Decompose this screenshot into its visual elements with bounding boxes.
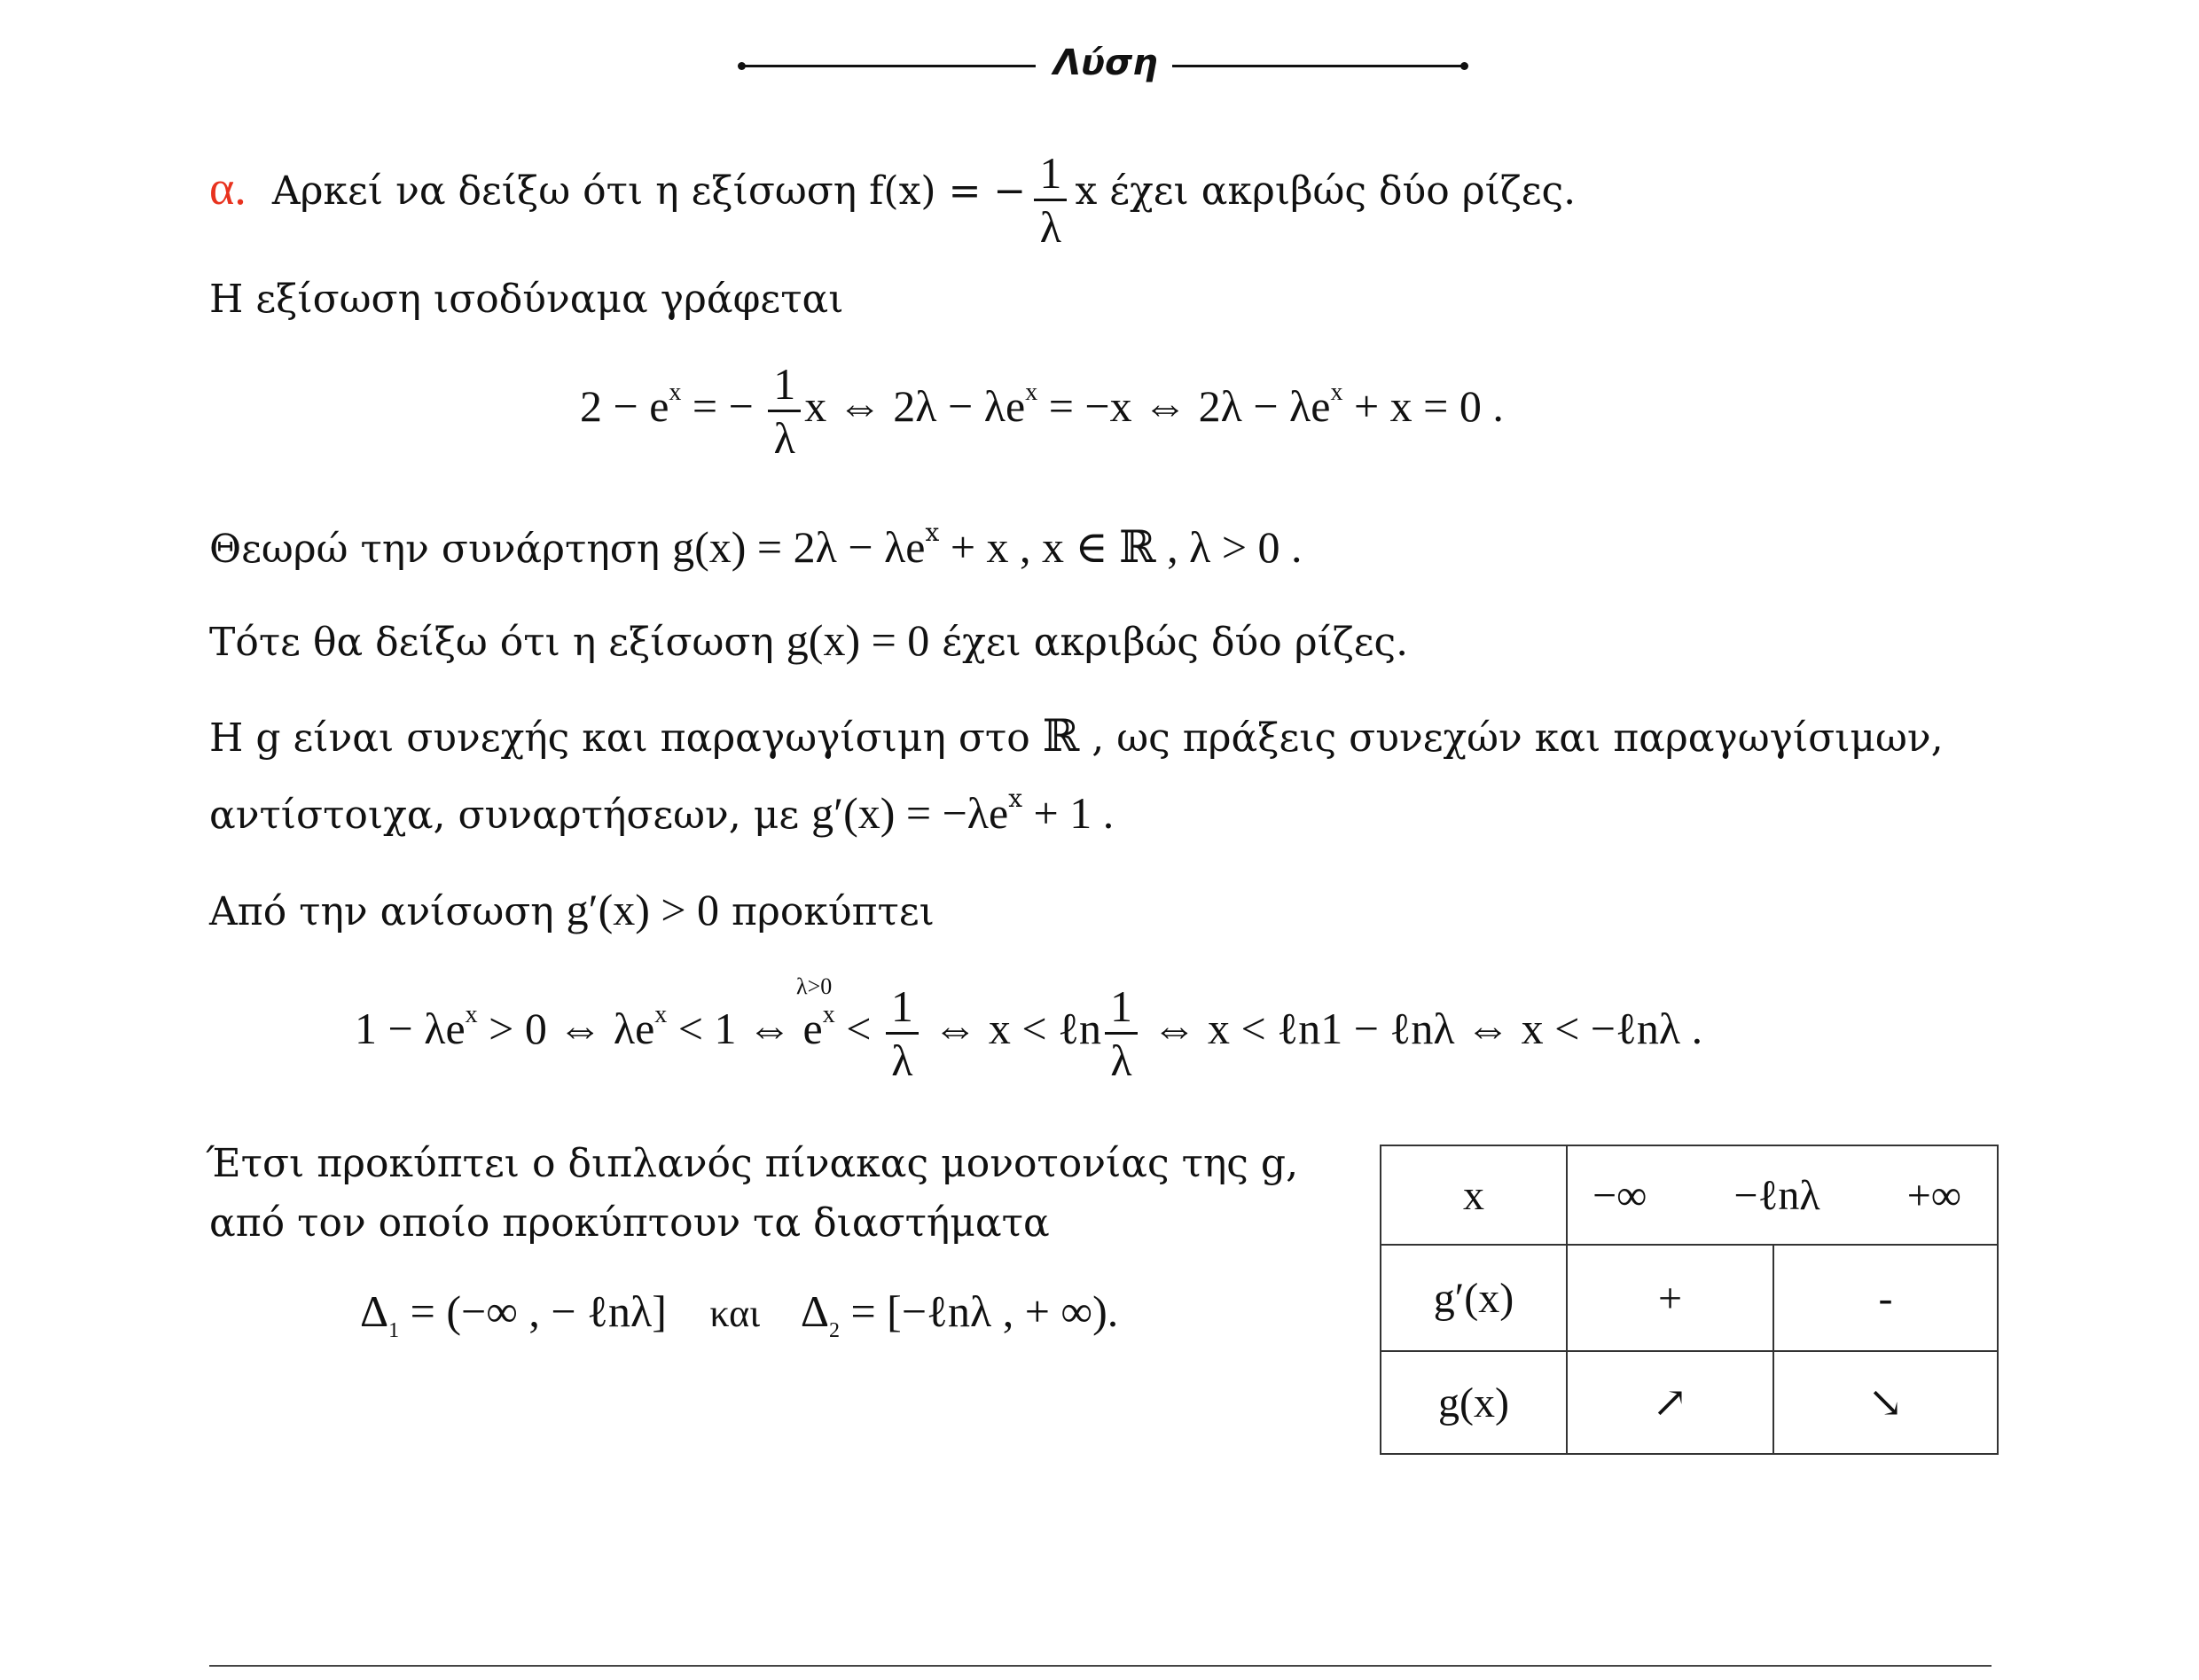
part-a-fraction: $\frac{1}{\lambda}$ <box>1034 151 1067 249</box>
table-x-label: x <box>1381 1145 1567 1245</box>
equation-2: $1 - \lambda e^x > 0$ ⇔ $\lambda e^x < 1$ ⇔ $e^x$ < $\frac{1}{\lambda}$ ⇔ x < ℓn $\frac{1}{\lambda}$ ⇔ x < ℓn1 − ℓnλ ⇔ x < −ℓnλ . <box>355 981 1703 1085</box>
intervals: $\Delta_1$ = (−∞ , − ℓnλ] και $\Delta_2$ = [−ℓnλ , + ∞). <box>360 1286 1119 1342</box>
paragraph-continuous: Η g είναι συνεχής και παραγωγίσιμη στο ℝ , ως πράξεις συνεχών και παραγωγίσιμων, <box>209 711 1944 761</box>
page-title: Λύση <box>1053 43 1158 83</box>
table-g-label: g(x) <box>1381 1351 1567 1454</box>
part-a-text: Αρκεί να δείξω ότι η εξίσωση f(x) = − <box>271 168 1027 214</box>
title-right-rule <box>1172 65 1465 67</box>
table-sign-minus: - <box>1773 1245 1998 1351</box>
title-right-dot <box>1460 62 1468 70</box>
part-a-line <box>209 148 1577 252</box>
paragraph-inequality: Από την ανίσωση g′(x) > 0 προκύπτει <box>209 885 935 934</box>
table-sign-plus: + <box>1567 1245 1773 1351</box>
paragraph-equiv: Η εξίσωση ισοδύναμα γράφεται <box>209 277 844 322</box>
paragraph-table-intro: Έτσι προκύπτει ο διπλανός πίνακας μονοτονίας της g, <box>206 1141 1299 1186</box>
monotonicity-table <box>1380 1145 1999 1455</box>
equation-1: $2 - e^x$ = − $\frac{1}{\lambda}$ x ⇔ $2\lambda - \lambda e^x = -x$ ⇔ $2\lambda - \lambda e^x + x = 0$ . <box>580 359 1504 463</box>
paragraph-show-roots: Τότε θα δείξω ότι η εξίσωση g(x) = 0 έχει ακριβώς δύο ρίζες. <box>209 615 1409 665</box>
title-left-rule <box>741 65 1036 67</box>
bottom-rule <box>209 1665 1992 1667</box>
paragraph-consider: Θεωρώ την συνάρτηση $g(x) = 2\lambda - \lambda e^x + x$ , x ∈ ℝ , λ > 0 . <box>209 518 1303 572</box>
decreasing-arrow-icon: ↘ <box>1773 1351 1998 1454</box>
part-a-label: α. <box>209 161 247 215</box>
increasing-arrow-icon: ↗ <box>1567 1351 1773 1454</box>
table-x-values: −∞ −ℓnλ +∞ <box>1567 1145 1998 1245</box>
paragraph-intervals-intro: από τον οποίο προκύπτουν τα διαστήματα <box>209 1200 1050 1246</box>
table-gprime-label: g′(x) <box>1381 1245 1567 1351</box>
part-a-text-end: x έχει ακριβώς δύο ρίζες. <box>1075 168 1577 214</box>
eq1-fraction: $\frac{1}{\lambda}$ <box>768 362 801 460</box>
eq2-condition: λ>0 <box>796 973 833 999</box>
paragraph-derivative: αντίστοιχα, συναρτήσεων, με $g'(x) = -\lambda e^x + 1$ . <box>209 784 1115 838</box>
